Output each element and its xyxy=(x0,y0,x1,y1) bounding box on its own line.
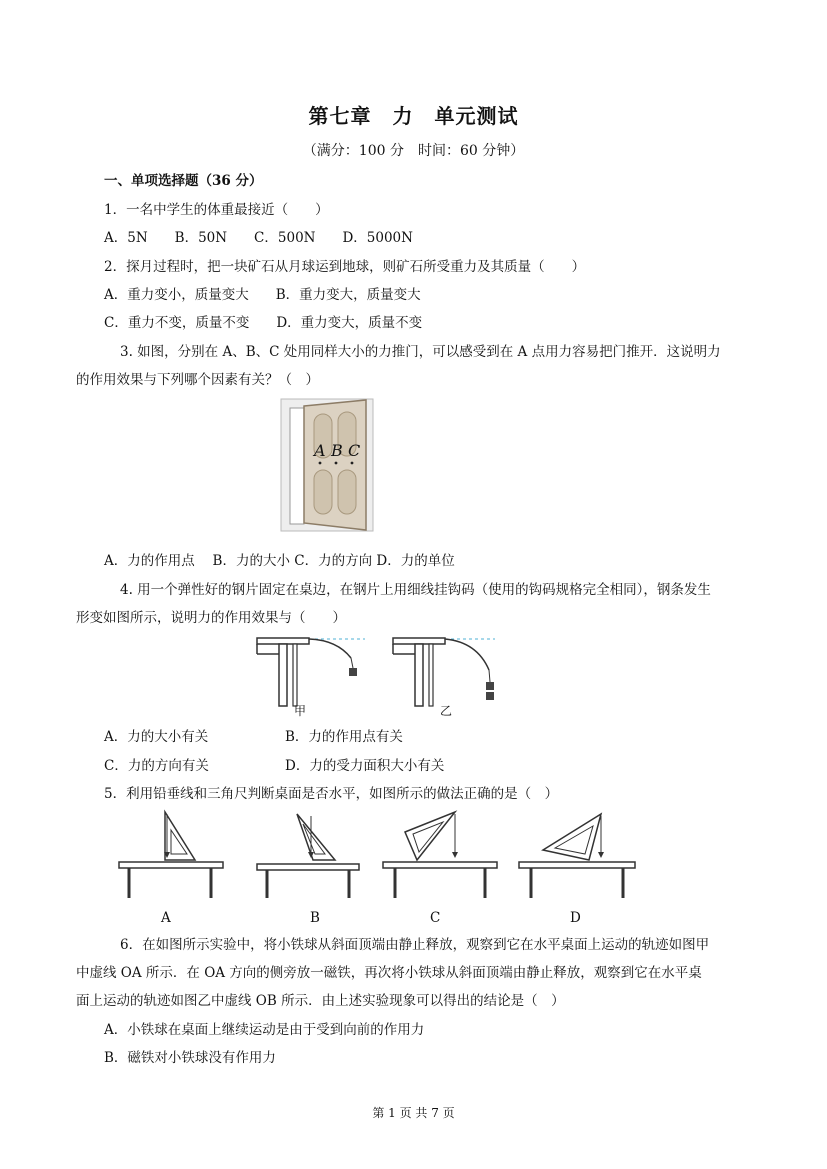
page-title: 第七章 力 单元测试 xyxy=(308,104,519,128)
q6-stem-line1: 6．在如图所示实验中，将小铁球从斜面顶端由静止释放，观察到它在水平桌面上运动的轨迹如图甲 xyxy=(120,937,710,953)
q4-stem-line1: 4. 用一个弹性好的钢片固定在桌边，在钢片上用细线挂钩码（使用的钩码规格完全相同），钢条发生 xyxy=(120,582,711,598)
plumb-label-c: C xyxy=(430,910,441,926)
q3-options: A．力的作用点 B．力的大小 C．力的方向 D．力的单位 xyxy=(104,553,455,569)
q4-option-c: C．力的方向有关 xyxy=(104,758,209,774)
page-footer: 第 1 页 共 7 页 xyxy=(372,1106,455,1120)
q4-option-a: A．力的大小有关 xyxy=(104,729,209,745)
q6-stem-line2: 中虚线 OA 所示．在 OA 方向的侧旁放一磁铁，再次将小铁球从斜面顶端由静止释放，观察到它在水平桌 xyxy=(76,965,702,981)
section-heading: 一、单项选择题（36 分） xyxy=(104,173,263,189)
strip-label-jia: 甲 xyxy=(294,704,307,718)
q2-options-row2: C．重力不变，质量不变 D．重力变大，质量不变 xyxy=(104,315,423,331)
q3-stem-line2: 的作用效果与下列哪个因素有关？（ ） xyxy=(76,372,319,388)
q6-stem-line3: 面上运动的轨迹如图乙中虚线 OB 所示．由上述实验现象可以得出的结论是（ ） xyxy=(76,993,565,1009)
door-label-a: A xyxy=(314,441,326,460)
plumb-label-b: B xyxy=(310,910,320,926)
q6-option-a: A．小铁球在桌面上继续运动是由于受到向前的作用力 xyxy=(104,1022,425,1038)
q6-option-b: B．磁铁对小铁球没有作用力 xyxy=(104,1050,276,1066)
q1-stem: 1．一名中学生的体重最接近（ ） xyxy=(104,202,329,218)
q3-stem-line1: 3. 如图，分别在 A、B、C 处用同样大小的力推门，可以感受到在 A 点用力容易把门推开．这说明力 xyxy=(120,344,721,360)
q5-stem: 5．利用铅垂线和三角尺判断桌面是否水平，如图所示的做法正确的是（ ） xyxy=(104,786,559,802)
q4-option-b: B．力的作用点有关 xyxy=(285,729,403,745)
door-label-b: B xyxy=(331,441,343,460)
q4-stem-line2: 形变如图所示，说明力的作用效果与（ ） xyxy=(76,610,346,626)
plumb-label-a: A xyxy=(161,910,171,926)
q4-option-d: D．力的受力面积大小有关 xyxy=(285,758,445,774)
plumb-line-figure xyxy=(115,808,645,903)
q1-options: A．5N B．50N C．500N D．5000N xyxy=(104,230,413,246)
door-label-c: C xyxy=(348,441,361,460)
q2-stem: 2．探月过程时，把一块矿石从月球运到地球，则矿石所受重力及其质量（ ） xyxy=(104,259,586,275)
plumb-label-d: D xyxy=(570,910,581,926)
page-subtitle: （满分：100 分 时间：60 分钟） xyxy=(302,143,525,159)
steel-strip-figure xyxy=(255,632,495,712)
strip-label-yi: 乙 xyxy=(440,704,453,718)
q2-options-row1: A．重力变小，质量变大 B．重力变大，质量变大 xyxy=(104,287,421,303)
door-figure xyxy=(280,398,375,533)
